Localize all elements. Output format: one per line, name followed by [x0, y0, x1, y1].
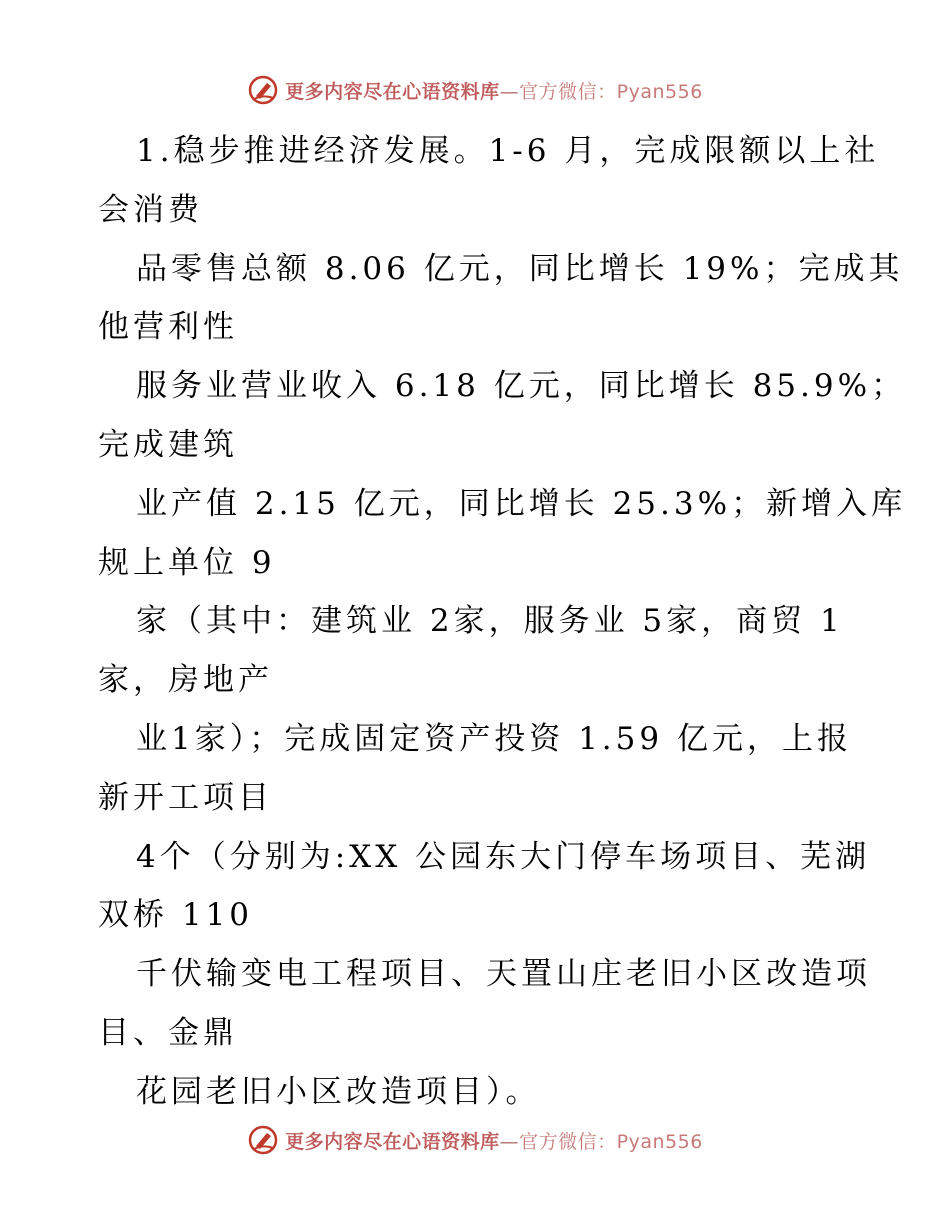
body-line: 完成建筑 — [98, 426, 238, 463]
body-line: 目、金鼎 — [98, 1014, 238, 1051]
document-body — [98, 122, 907, 1122]
body-line: 服务业营业收入 6.18 亿元，同比增长 85.9%； — [136, 368, 907, 405]
banner-wechat-text: 官方微信：Pyan556 — [519, 80, 703, 103]
banner-library-text: 更多内容尽在心语资料库 — [285, 1130, 500, 1153]
banner-library-text: 更多内容尽在心语资料库 — [285, 80, 500, 103]
body-line: 家，房地产 — [98, 662, 273, 699]
footer-banner — [0, 1120, 950, 1160]
body-line: 业产值 2.15 亿元，同比增长 25.3%；新增入库 — [136, 485, 907, 522]
body-line: 他营利性 — [98, 309, 238, 346]
header-banner — [0, 70, 950, 110]
body-line: 规上单位 9 — [98, 544, 276, 581]
body-line: 1.稳步推进经济发展。1-6 月，完成限额以上社 — [136, 133, 880, 169]
body-line: 双桥 110 — [98, 897, 254, 934]
body-line: 新开工项目 — [98, 779, 273, 816]
library-logo-icon — [247, 74, 279, 106]
body-line: 千伏输变电工程项目、天置山庄老旧小区改造项 — [136, 956, 871, 993]
body-line: 会消费 — [98, 191, 203, 228]
banner-wechat-text: 官方微信：Pyan556 — [519, 1130, 703, 1153]
banner-dash: — — [499, 1130, 520, 1153]
banner-dash: — — [499, 80, 520, 103]
body-line: 家（其中：建筑业 2家，服务业 5家，商贸 1 — [136, 603, 844, 640]
body-line: 4个（分别为:XX 公园东大门停车场项目、芜湖 — [136, 838, 871, 875]
banner-text — [285, 77, 703, 104]
body-line: 品零售总额 8.06 亿元，同比增长 19%；完成其 — [136, 250, 904, 287]
body-line: 花园老旧小区改造项目）。 — [136, 1073, 541, 1110]
body-line: 业1家）；完成固定资产投资 1.59 亿元，上报 — [136, 720, 852, 757]
banner-text — [285, 1127, 703, 1154]
library-logo-icon — [247, 1124, 279, 1156]
